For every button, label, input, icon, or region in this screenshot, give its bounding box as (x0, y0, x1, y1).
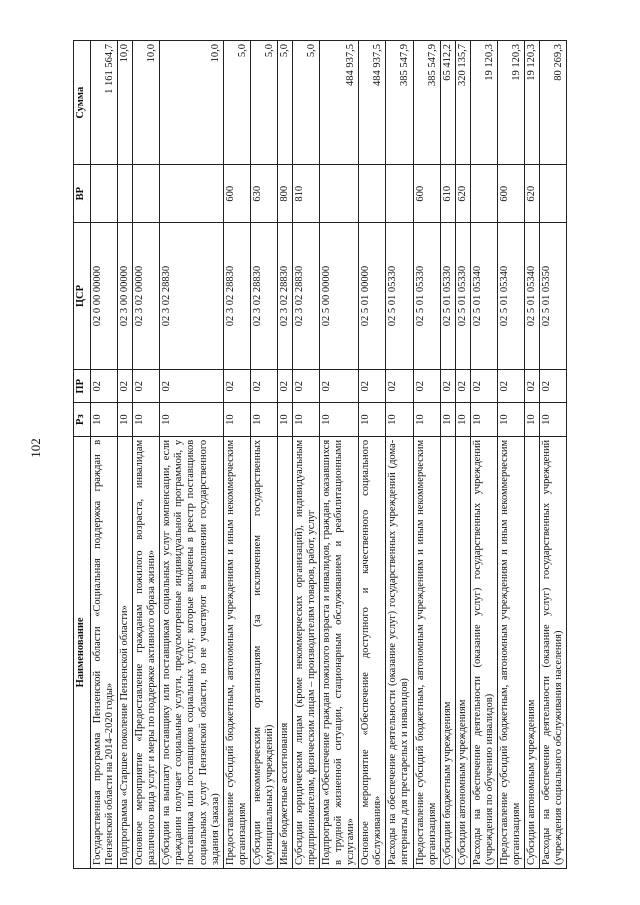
cell-vr (160, 165, 223, 223)
cell-name: Субсидии автономным учреждениям (455, 436, 470, 868)
header-name: Наименование (74, 436, 91, 868)
cell-pr: 02 (455, 370, 470, 403)
table-row (133, 41, 160, 869)
cell-vr: 630 (250, 165, 277, 223)
cell-rz: 10 (320, 403, 359, 436)
cell-name: Иные бюджетные ассигнования (277, 436, 292, 868)
table-row (413, 41, 440, 869)
cell-csr: 02 5 01 05330 (413, 223, 440, 370)
cell-vr (359, 165, 386, 223)
cell-vr (118, 165, 133, 223)
table-row (470, 41, 497, 869)
table-row (540, 41, 567, 869)
cell-csr: 02 5 01 05340 (525, 223, 540, 370)
cell-rz: 10 (118, 403, 133, 436)
cell-name: Субсидии юридическим лицам (кроме некоммерческих организаций), индивидуальным предпринимателям, физическим лицам – производителям товаров, работ, услуг (292, 436, 319, 868)
cell-pr: 02 (359, 370, 386, 403)
cell-csr: 02 3 02 28830 (160, 223, 223, 370)
cell-sum: 19 120,3 (470, 41, 497, 165)
cell-sum: 19 120,3 (525, 41, 540, 165)
cell-vr: 600 (413, 165, 440, 223)
cell-vr (91, 165, 118, 223)
cell-name: Расходы на обеспечение деятельности (оказание услуг) государственных учреждений (учреждения социального обслуживания населения) (540, 436, 567, 868)
cell-sum: 484 937,5 (359, 41, 386, 165)
cell-sum: 1 161 564,7 (91, 41, 118, 165)
cell-rz: 10 (133, 403, 160, 436)
cell-pr: 02 (133, 370, 160, 403)
table-row (320, 41, 359, 869)
cell-csr: 02 3 02 28830 (277, 223, 292, 370)
cell-pr: 02 (118, 370, 133, 403)
cell-pr: 02 (470, 370, 497, 403)
cell-pr: 02 (223, 370, 250, 403)
cell-pr: 02 (497, 370, 524, 403)
cell-csr: 02 3 02 00000 (133, 223, 160, 370)
cell-vr (133, 165, 160, 223)
cell-rz: 10 (497, 403, 524, 436)
cell-pr: 02 (320, 370, 359, 403)
cell-sum: 320 135,7 (455, 41, 470, 165)
cell-vr: 800 (277, 165, 292, 223)
cell-sum: 19 120,3 (497, 41, 524, 165)
cell-sum: 5,0 (292, 41, 319, 165)
cell-name: Предоставление субсидий бюджетным, автономным учреждениям и иным некоммерческим организациям (413, 436, 440, 868)
cell-rz: 10 (160, 403, 223, 436)
header-csr: ЦСР (74, 223, 91, 370)
cell-sum: 5,0 (223, 41, 250, 165)
cell-csr: 02 3 02 28830 (223, 223, 250, 370)
cell-sum: 10,0 (133, 41, 160, 165)
cell-rz: 10 (223, 403, 250, 436)
cell-csr: 02 3 00 00000 (118, 223, 133, 370)
cell-name: Расходы на обеспечение деятельности (оказание услуг) государственных учреждений (учреждения по обучению инвалидов) (470, 436, 497, 868)
cell-name: Государственная программа Пензенской области «Социальная поддержка граждан в Пензенской области на 2014–2020 годы» (91, 436, 118, 868)
cell-name: Субсидии на выплату поставщику или поставщикам социальных услуг компенсации, если гражданин получает социальные услуги, предусмотренные индивидуальной программой, у поставщика или поставщиков социальных услуг, которые включены в реестр поставщиков социальных услуг Пензенской области, но не участвуют в выполнении государственного задания (заказа) (160, 436, 223, 868)
cell-vr (386, 165, 413, 223)
cell-sum: 10,0 (160, 41, 223, 165)
table-row (292, 41, 319, 869)
cell-csr: 02 5 01 05330 (386, 223, 413, 370)
cell-pr: 02 (413, 370, 440, 403)
cell-sum: 65 412,2 (440, 41, 455, 165)
cell-pr: 02 (440, 370, 455, 403)
cell-pr: 02 (277, 370, 292, 403)
cell-csr: 02 5 00 00000 (320, 223, 359, 370)
cell-vr: 610 (440, 165, 455, 223)
cell-vr: 600 (497, 165, 524, 223)
cell-name: Субсидии бюджетным учреждениям (440, 436, 455, 868)
cell-rz: 10 (455, 403, 470, 436)
table-row (118, 41, 133, 869)
cell-rz: 10 (386, 403, 413, 436)
cell-pr: 02 (160, 370, 223, 403)
cell-vr: 620 (455, 165, 470, 223)
cell-rz: 10 (470, 403, 497, 436)
cell-sum: 484 937,5 (320, 41, 359, 165)
table-row (455, 41, 470, 869)
cell-pr: 02 (525, 370, 540, 403)
cell-csr: 02 5 01 00000 (359, 223, 386, 370)
cell-csr: 02 3 02 28830 (292, 223, 319, 370)
cell-rz: 10 (525, 403, 540, 436)
cell-vr (540, 165, 567, 223)
cell-pr: 02 (386, 370, 413, 403)
cell-rz: 10 (250, 403, 277, 436)
table-row (440, 41, 455, 869)
cell-name: Подпрограмма «Старшее поколение Пензенской области» (118, 436, 133, 868)
cell-name: Субсидии автономным учреждениям (525, 436, 540, 868)
cell-pr: 02 (91, 370, 118, 403)
cell-name: Расходы на обеспечение деятельности (оказание услуг) государственных учреждений (дома-интернаты для престарелых и инвалидов) (386, 436, 413, 868)
table-row (277, 41, 292, 869)
cell-vr: 620 (525, 165, 540, 223)
cell-rz: 10 (91, 403, 118, 436)
table-body (91, 41, 567, 869)
table-row (223, 41, 250, 869)
cell-vr: 600 (223, 165, 250, 223)
cell-sum: 385 547,9 (386, 41, 413, 165)
table-row (91, 41, 118, 869)
cell-sum: 10,0 (118, 41, 133, 165)
table-row (525, 41, 540, 869)
cell-sum: 385 547,9 (413, 41, 440, 165)
cell-rz: 10 (277, 403, 292, 436)
table-row (386, 41, 413, 869)
cell-rz: 10 (540, 403, 567, 436)
cell-name: Основное мероприятие «Обеспечение доступного и качественного социального обслуживания» (359, 436, 386, 868)
header-sum: Сумма (74, 41, 91, 165)
cell-name: Основное мероприятие «Предоставление гражданам пожилого возраста, инвалидам различного вида услуг и меры по поддержке активного образа жизни» (133, 436, 160, 868)
cell-csr: 02 5 01 05330 (440, 223, 455, 370)
header-vr: ВР (74, 165, 91, 223)
cell-name: Предоставление субсидий бюджетным, автономным учреждениям и иным некоммерческим организациям (497, 436, 524, 868)
cell-csr: 02 3 02 28830 (250, 223, 277, 370)
rotated-page-content (73, 40, 619, 869)
table-row (497, 41, 524, 869)
cell-vr (320, 165, 359, 223)
table-row (359, 41, 386, 869)
table-row (160, 41, 223, 869)
table-row (250, 41, 277, 869)
cell-name: Предоставление субсидий бюджетным, автономным учреждениям и иным некоммерческим организациям (223, 436, 250, 868)
cell-name: Субсидии некоммерческим организациям (за исключением государственных (муниципальных) учреждений) (250, 436, 277, 868)
cell-rz: 10 (359, 403, 386, 436)
cell-csr: 02 5 01 05350 (540, 223, 567, 370)
header-pr: ПР (74, 370, 91, 403)
page-number: 102 (27, 438, 43, 458)
cell-sum: 5,0 (277, 41, 292, 165)
cell-sum: 80 269,3 (540, 41, 567, 165)
cell-vr: 810 (292, 165, 319, 223)
cell-rz: 10 (292, 403, 319, 436)
cell-csr: 02 0 00 00000 (91, 223, 118, 370)
cell-pr: 02 (292, 370, 319, 403)
cell-vr (470, 165, 497, 223)
cell-pr: 02 (540, 370, 567, 403)
header-rz: Рз (74, 403, 91, 436)
cell-pr: 02 (250, 370, 277, 403)
cell-name: Подпрограмма «Обеспечение граждан пожилого возраста и инвалидов, граждан, оказавшихся в трудной жизненной ситуации, стационарным обслуживанием и реабилитационными услугами» (320, 436, 359, 868)
cell-rz: 10 (440, 403, 455, 436)
cell-csr: 02 5 01 05330 (455, 223, 470, 370)
budget-table (73, 40, 567, 869)
cell-csr: 02 5 01 05340 (470, 223, 497, 370)
cell-csr: 02 5 01 05340 (497, 223, 524, 370)
cell-rz: 10 (413, 403, 440, 436)
table-header-row (74, 41, 91, 869)
cell-sum: 5,0 (250, 41, 277, 165)
